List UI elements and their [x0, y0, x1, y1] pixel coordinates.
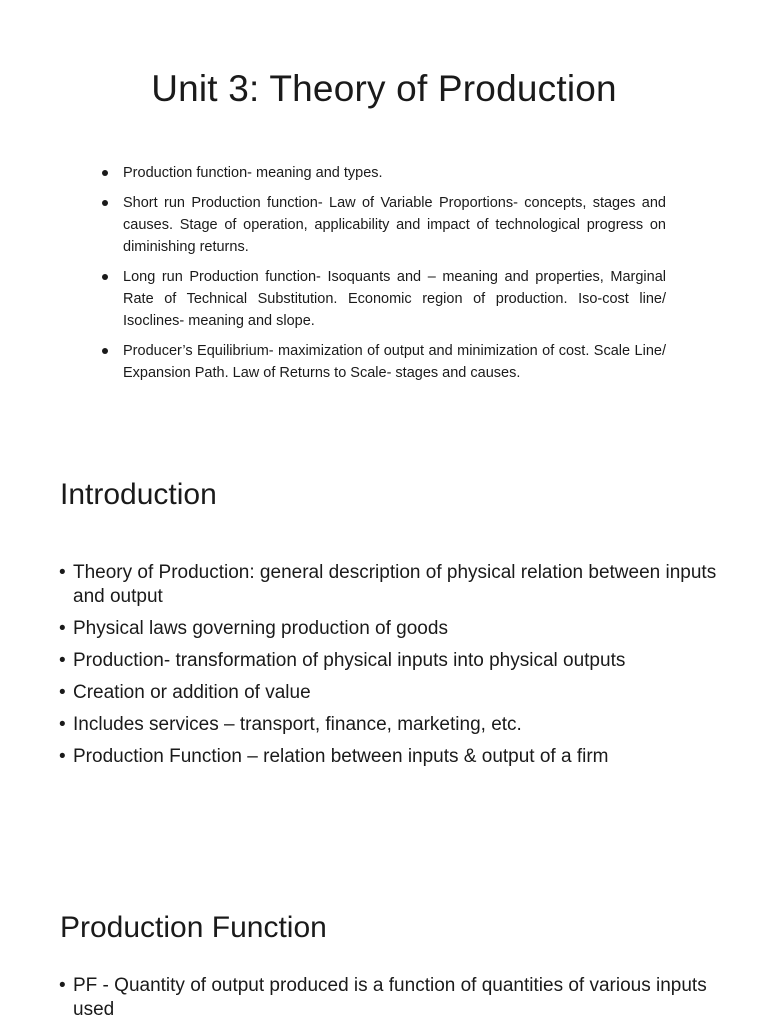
topic-item: Production function- meaning and types. [100, 162, 666, 184]
production-function-list [59, 974, 719, 1030]
list-item: • Production Function – relation between inputs & output of a firm [59, 745, 719, 769]
introduction-list [59, 561, 719, 777]
list-item: • Includes services – transport, finance, marketing, etc. [59, 713, 719, 737]
list-item: • Theory of Production: general description of physical relation between inputs and output [59, 561, 719, 609]
list-item: • Production- transformation of physical inputs into physical outputs [59, 649, 719, 673]
list-item: • Creation or addition of value [59, 681, 719, 705]
topic-list [100, 162, 666, 392]
topic-item: Long run Production function- Isoquants and – meaning and properties, Marginal Rate of Technical Substitution. Economic region of production. Iso-cost line/ Isoclines- meaning and slope. [100, 266, 666, 332]
topic-item: Short run Production function- Law of Variable Proportions- concepts, stages and causes. Stage of operation, applicability and impact of technological progress on diminishing returns. [100, 192, 666, 258]
production-function-heading: Production Function [60, 911, 327, 944]
introduction-heading: Introduction [60, 478, 217, 511]
topic-item: Producer’s Equilibrium- maximization of output and minimization of cost. Scale Line/ Expansion Path. Law of Returns to Scale- stages and causes. [100, 340, 666, 384]
list-item: • PF - Quantity of output produced is a function of quantities of various inputs used [59, 974, 719, 1022]
list-item: • Physical laws governing production of goods [59, 617, 719, 641]
slide-title: Unit 3: Theory of Production [151, 68, 617, 109]
